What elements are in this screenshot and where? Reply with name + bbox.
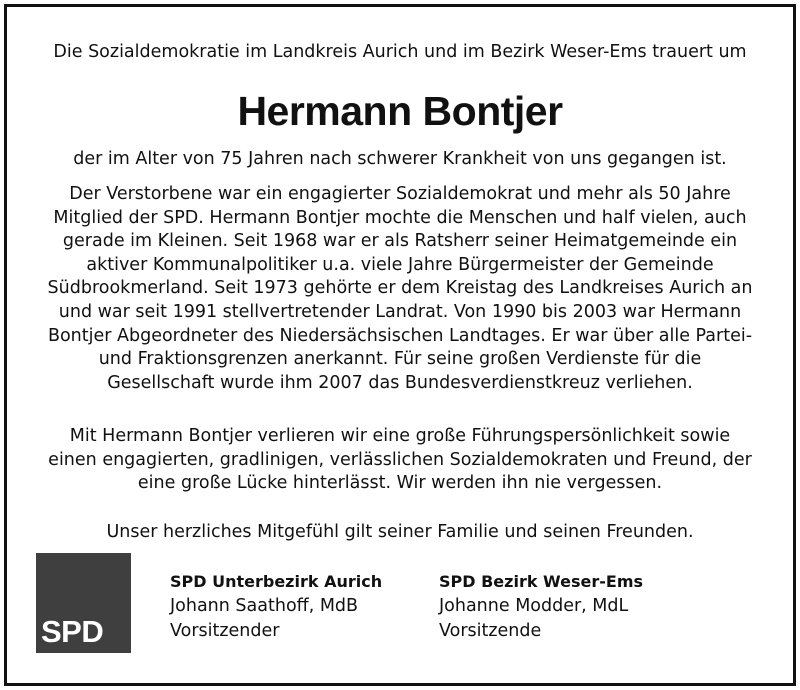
biography-paragraph (10, 183, 790, 395)
condolence-line: Unser herzliches Mitgefühl gilt seiner Familie und seinen Freunden. (106, 522, 694, 542)
paragraph-line: gerade im Kleinen. Seit 1968 war er als Ratsherr seiner Heimatgemeinde ein (62, 231, 738, 252)
paragraph-line: eine große Lücke hinterlässt. Wir werden ihn nie vergessen. (137, 473, 663, 494)
tribute-paragraph (10, 425, 790, 496)
paragraph-line: und war seit 1991 stellvertretender Landrat. Von 1990 bis 2003 war Hermann (58, 301, 742, 322)
spd-logo (36, 553, 131, 653)
intro-text: Die Sozialdemokratie im Landkreis Aurich und im Bezirk Weser-Ems trauert um (53, 42, 747, 62)
signature-role: Vorsitzende (439, 621, 542, 641)
signature-org: SPD Unterbezirk Aurich (170, 572, 383, 591)
spd-logo-text: SPD (41, 614, 104, 649)
signature-block-weser-ems (439, 569, 643, 644)
paragraph-line: und Fraktionsgrenzen anerkannt. Für seine großen Verdienste für die (98, 349, 702, 370)
paragraph-line: Südbrookmerland. Seit 1973 gehörte er dem Kreistag des Landkreises Aurich an (47, 278, 753, 299)
paragraph-line: Mitglied der SPD. Hermann Bontjer mochte die Menschen und half vielen, auch (53, 207, 747, 228)
paragraph-line: einen engagierten, gradlinigen, verlässlichen Sozialdemokraten und Freund, der (48, 449, 752, 470)
signature-person: Johann Saathoff, MdB (170, 596, 359, 616)
paragraph-line: Gesellschaft wurde ihm 2007 das Bundesverdienstkreuz verliehen. (107, 372, 693, 393)
signature-org: SPD Bezirk Weser-Ems (439, 572, 644, 591)
paragraph-line: Der Verstorbene war ein engagierter Sozialdemokrat und mehr als 50 Jahre (69, 184, 731, 204)
deceased-name: Hermann Bontjer (237, 88, 563, 134)
signature-block-aurich (170, 569, 382, 644)
paragraph-line: Bontjer Abgeordneter des Niedersächsischen Landtages. Er war über alle Partei- (47, 325, 753, 346)
signature-role: Vorsitzender (170, 621, 280, 641)
paragraph-line: Mit Hermann Bontjer verlieren wir eine große Führungspersönlichkeit sowie (69, 426, 731, 446)
signature-person: Johanne Modder, MdL (439, 596, 629, 616)
age-line: der im Alter von 75 Jahren nach schwerer Krankheit von uns gegangen ist. (73, 149, 727, 169)
paragraph-line: aktiver Kommunalpolitiker u.a. viele Jahre Bürgermeister der Gemeinde (86, 254, 714, 275)
